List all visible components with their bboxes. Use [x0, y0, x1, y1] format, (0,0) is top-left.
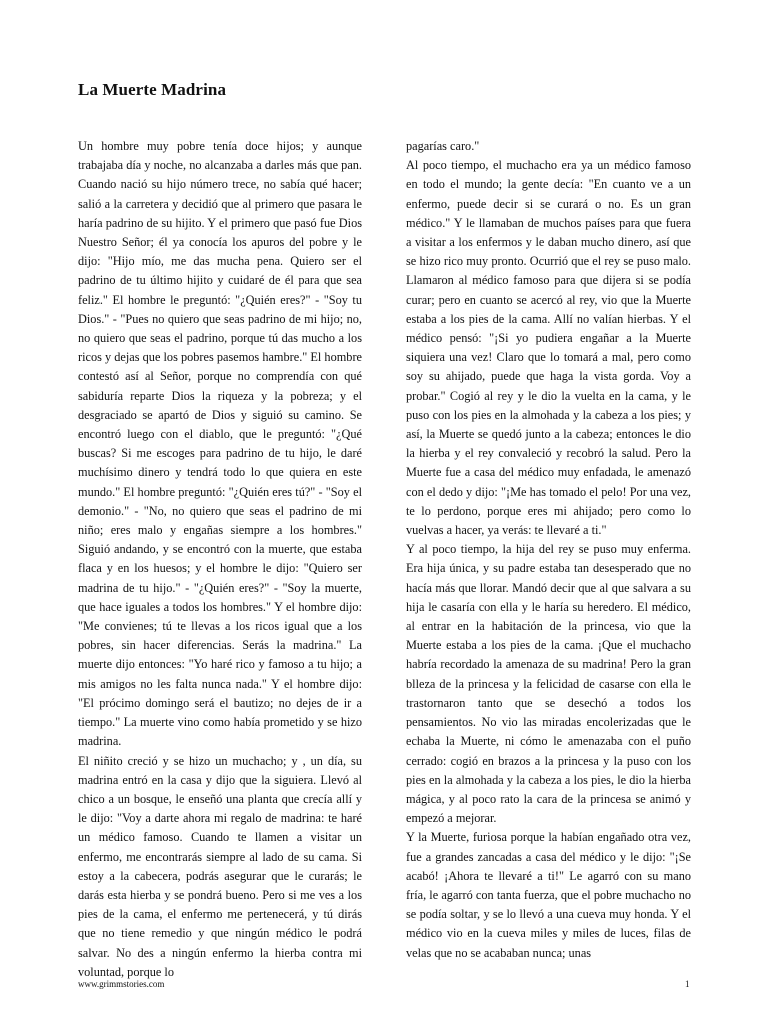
- paragraph: Al poco tiempo, el muchacho era ya un médico famoso en todo el mundo; la gente decía: "En cuanto ve a un enfermo, puede decir si se curará o no. Es un gran médico." Y le llamaban de muchos países para que fuera a visitar a los enfermos y le daban mucho dinero, así que se hizo rico muy pronto. Ocurrió que el rey se puso malo. Llamaron al médico famoso para que dijera si se podía curar; pero en cuanto se acercó al rey, vio que la Muerte estaba a los pies de la cama. Allí no valían hierbas. Y el médico pensó: "¡Si yo pudiera engañar a la Muerte siquiera una vez! Claro que lo tomará a mal, pero como soy su ahijado, puede que haga la vista gorda. Voy a probar." Cogió al rey y le dio la vuelta en la cama, y le puso con los pies en la almohada y la cabeza a los pies; y así, la Muerte se quedó junto a la cabeza; entonces le dio la hierba y el rey convaleció y recobró la salud. Pero la Muerte fue a casa del médico muy enfadada, le amenazó con el dedo y dijo: "¡Me has tomado el pelo! Por una vez, te lo perdono, porque eres mi ahijado; pero como lo vuelvas a hacer, ya verás: te llevaré a ti.": [406, 158, 691, 538]
- paragraph: Y la Muerte, furiosa porque la habían engañado otra vez, fue a grandes zancadas a casa del médico y le dijo: "¡Se acabó! ¡Ahora te llevaré a ti!" Le agarró con su mano fría, le agarró con tanta fuerza, que el pobre muchacho no se podía soltar, y se lo llevó a una cueva muy honda. Y el médico vio en la cueva miles y miles de luces, filas de velas que no se acababan nunca; unas: [406, 830, 691, 960]
- page-number: 1: [685, 979, 690, 989]
- paragraph: El niñito creció y se hizo un muchacho; y , un día, su madrina entró en la casa y dijo que la siguiera. Llevó al chico a un bosque, le enseñó una planta que crecía allí y le dijo: "Voy a darte ahora mi regalo de madrina: te haré un médico famoso. Cuando te llamen a visitar un enfermo, me encontrarás siempre al lado de su cama. Si estoy a la cabecera, podrás asegurar que le curarás; le darás esta hierba y se pondrá bueno. Pero si me ves a los pies de la cama, el enfermo me pertenecerá, y tú dirás que no tiene remedio y que ningún médico le podrá salvar. No des a ningún enfermo la hierba contra mi voluntad, porque lo: [78, 753, 362, 979]
- page-title: La Muerte Madrina: [78, 80, 227, 99]
- footer-url: www.grimmstories.com: [78, 979, 165, 989]
- paragraph: pagarías caro.": [406, 139, 480, 153]
- right-column: [406, 137, 691, 963]
- left-column: [78, 137, 362, 982]
- paragraph: Y al poco tiempo, la hija del rey se puso muy enferma. Era hija única, y su padre estaba tan desesperado que no hacía más que llorar. Mandó decir que al que salvara a su hija le casaría con ella y le haría su heredero. El médico, al entrar en la habitación de la princesa, vio que la Muerte estaba a los pies de la cama. ¡Que el muchacho habría recordado la amenaza de su madrina! Pero la gran blleza de la princesa y la felicidad de casarse con ella le trastornaron tanto que se desechó a todos los pensamientos. No vio las miradas encolerizadas que le echaba la Muerte, ni cómo le amenazaba con el puño cerrado: cogió en brazos a la princesa y la puso con los pies en la almohada y la cabeza a los pies, le dio la hierba mágica, y al poco rato la cara de la princesa se animó y empezó a mejorar.: [406, 542, 691, 826]
- paragraph: Un hombre muy pobre tenía doce hijos; y aunque trabajaba día y noche, no alcanzaba a darles más que pan. Cuando nació su hijo número trece, no sabía qué hacer; salió a la carretera y decidió que al primero que pasara le haría padrino de su hijito. Y el primero que pasó fue Dios Nuestro Señor; él ya conocía los apuros del pobre y le dijo: "Hijo mío, me das mucha pena. Quiero ser el padrino de tu último hijito y cuidaré de él para que sea feliz." El hombre le preguntó: "¿Quién eres?" - "Soy tu Dios." - "Pues no quiero que seas padrino de mi hijo; no, no quiero que seas el padrino, porque tú das mucho a los ricos y dejas que los pobres pasemos hambre." El hombre contestó así al Señor, porque no comprendía con qué sabiduría reparte Dios la riqueza y la pobreza; y el desgraciado se apartó de Dios y siguió su camino. Se encontró luego con el diablo, que le preguntó: "¿Qué buscas? Si me escoges para padrino de tu hijo, le daré muchísimo dinero y tendrá todo lo que quiera en este mundo." El hombre preguntó: "¿Quién eres tú?" - "Soy el demonio." - "No, no quiero que seas el padrino de mi niño; eres malo y engañas siempre a los hombres." Siguió andando, y se encontró con la muerte, que estaba flaca y en los huesos; y el hombre le dijo: "Quiero ser madrina de tu hijo." - "¿Quién eres?" - "Soy la muerte, que hace iguales a todos los hombres." Y el hombre dijo: "Me convienes; tú te llevas a los ricos igual que a los pobres, sin hacer diferencias. Serás la madrina." La muerte dijo entonces: "Yo haré rico y famoso a tu hijo; a mis amigos no les falta nunca nada." Y el hombre dijo: "El prócimo domingo será el bautizo; no dejes de ir a tiempo." La muerte vino como había prometido y se hizo madrina.: [78, 139, 362, 749]
